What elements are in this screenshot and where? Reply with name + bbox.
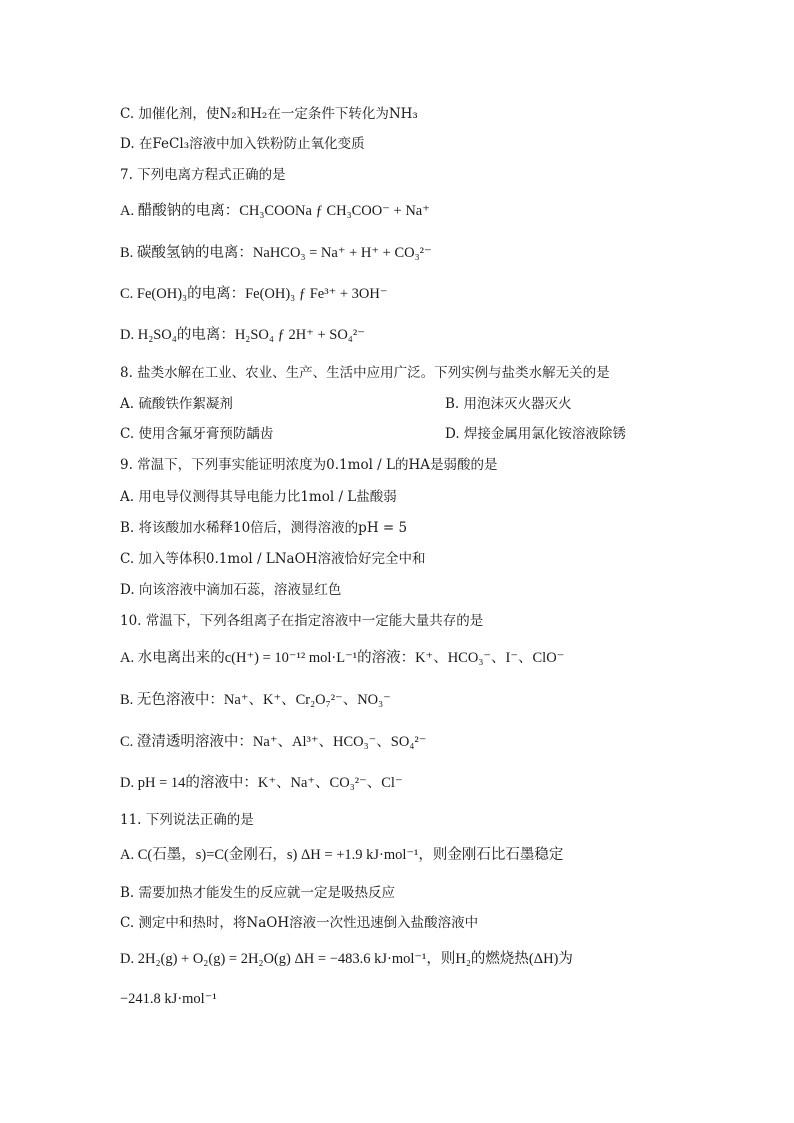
option-b: B. 将该酸加水稀释10倍后，测得溶液的pH = 5	[120, 520, 408, 536]
text-line: D. 在FeCl₃溶液中加入铁粉防止氧化变质	[120, 136, 365, 152]
option-c: C. 使用含氟牙膏预防龋齿	[120, 426, 274, 442]
option-a: A. 水电离出来的c(H⁺) = 10⁻¹² mol·L⁻¹的溶液：K⁺、HCO₃⁻、I⁻、ClO⁻	[120, 650, 565, 666]
question-10: 10. 常温下，下列各组离子在指定溶液中一定能大量共存的是	[120, 613, 484, 629]
text-line: C. 加催化剂，使N₂和H₂在一定条件下转化为NH₃	[120, 106, 418, 122]
option-a: A. 醋酸钠的电离：CH₃COONa ƒ CH₃COO⁻ + Na⁺	[120, 203, 430, 219]
option-d: D. 2H₂(g) + O₂(g) = 2H₂O(g) ΔH = −483.6 kJ·mol⁻¹，则H₂的燃烧热(ΔH)为	[120, 951, 573, 967]
question-8: 8. 盐类水解在工业、农业、生产、生活中应用广泛。下列实例与盐类水解无关的是	[120, 365, 610, 381]
option-b: B. 无色溶液中：Na⁺、K⁺、Cr₂O₇²⁻、NO₃⁻	[120, 692, 391, 708]
option-d: D. pH = 14的溶液中：K⁺、Na⁺、CO₃²⁻、Cl⁻	[120, 775, 403, 791]
option-c: C. 澄清透明溶液中：Na⁺、Al³⁺、HCO₃⁻、SO₄²⁻	[120, 734, 427, 750]
option-a: A. 硫酸铁作絮凝剂	[120, 396, 233, 412]
option-c: C. 测定中和热时，将NaOH溶液一次性迅速倒入盐酸溶液中	[120, 915, 479, 931]
option-d: D. 向该溶液中滴加石蕊，溶液显红色	[120, 582, 342, 598]
option-d-continued: −241.8 kJ·mol⁻¹	[120, 991, 217, 1007]
option-c: C. 加入等体积0.1mol / LNaOH溶液恰好完全中和	[120, 551, 426, 567]
option-b: B. 碳酸氢钠的电离：NaHCO₃ = Na⁺ + H⁺ + CO₃²⁻	[120, 245, 432, 261]
option-c: C. Fe(OH)₃的电离：Fe(OH)₃ ƒ Fe³⁺ + 3OH⁻	[120, 286, 388, 302]
option-a: A. 用电导仪测得其导电能力比1mol / L盐酸弱	[120, 489, 397, 505]
question-11: 11. 下列说法正确的是	[120, 812, 254, 828]
question-7: 7. 下列电离方程式正确的是	[120, 167, 286, 183]
option-d: D. H₂SO₄的电离：H₂SO₄ ƒ 2H⁺ + SO₄²⁻	[120, 327, 365, 343]
option-a: A. C(石墨，s)=C(金刚石，s) ΔH = +1.9 kJ·mol⁻¹，则金刚石比石墨稳定	[120, 847, 564, 863]
option-d: D. 焊接金属用氯化铵溶液除锈	[445, 426, 626, 442]
question-9: 9. 常温下，下列事实能证明浓度为0.1mol / L的HA是弱酸的是	[120, 457, 498, 473]
option-b: B. 需要加热才能发生的反应就一定是吸热反应	[120, 885, 396, 901]
option-b: B. 用泡沫灭火器灭火	[445, 396, 572, 412]
